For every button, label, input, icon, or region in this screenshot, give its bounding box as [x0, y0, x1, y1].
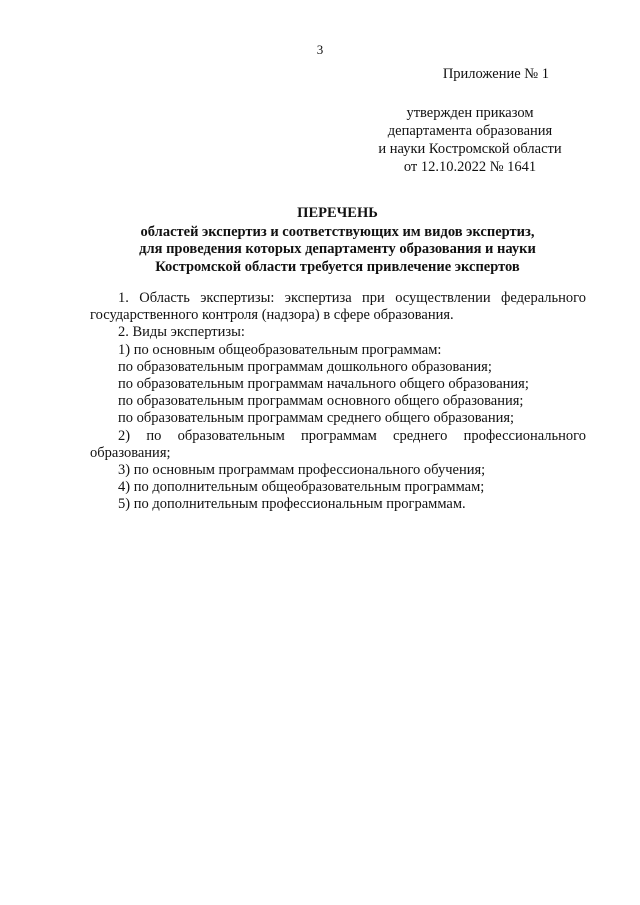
title-line: Костромской области требуется привлечение экспертов: [155, 258, 520, 275]
title-line: областей экспертиз и соответствующих им видов экспертиз,: [140, 223, 535, 240]
approval-block: [360, 104, 580, 176]
document-body: [90, 290, 586, 514]
list-item: 2) по образовательным программам среднего профессионального образования;: [90, 427, 586, 461]
title-heading: ПЕРЕЧЕНЬ: [297, 205, 378, 221]
paragraph-area-of-expertise: 1. Область экспертизы: экспертиза при осуществлении федерального государственного контроля (надзора) в сфере образования.: [90, 290, 586, 324]
list-item: 1) по основным общеобразовательным программам:: [118, 341, 442, 358]
list-subitem: по образовательным программам основного общего образования;: [118, 393, 524, 410]
document-title: [0, 205, 640, 276]
list-subitem: по образовательным программам среднего общего образования;: [118, 410, 515, 427]
paragraph-types-heading: 2. Виды экспертизы:: [118, 324, 245, 341]
approval-line: утвержден приказом: [406, 105, 534, 121]
approval-date: от 12.10.2022 № 1641: [403, 159, 537, 175]
list-item: 5) по дополнительным профессиональным программам.: [118, 496, 466, 513]
appendix-label: Приложение № 1: [442, 66, 549, 82]
list-subitem: по образовательным программам начального общего образования;: [118, 376, 529, 393]
list-subitem: по образовательным программам дошкольного образования;: [118, 358, 492, 375]
page-number: 3: [316, 42, 324, 57]
list-item: 3) по основным программам профессионального обучения;: [118, 462, 486, 479]
title-line: для проведения которых департаменту образования и науки: [139, 241, 536, 257]
list-item: 4) по дополнительным общеобразовательным программам;: [118, 479, 485, 496]
approval-line: департамента образования: [387, 123, 553, 139]
approval-line: и науки Костромской области: [378, 141, 562, 157]
